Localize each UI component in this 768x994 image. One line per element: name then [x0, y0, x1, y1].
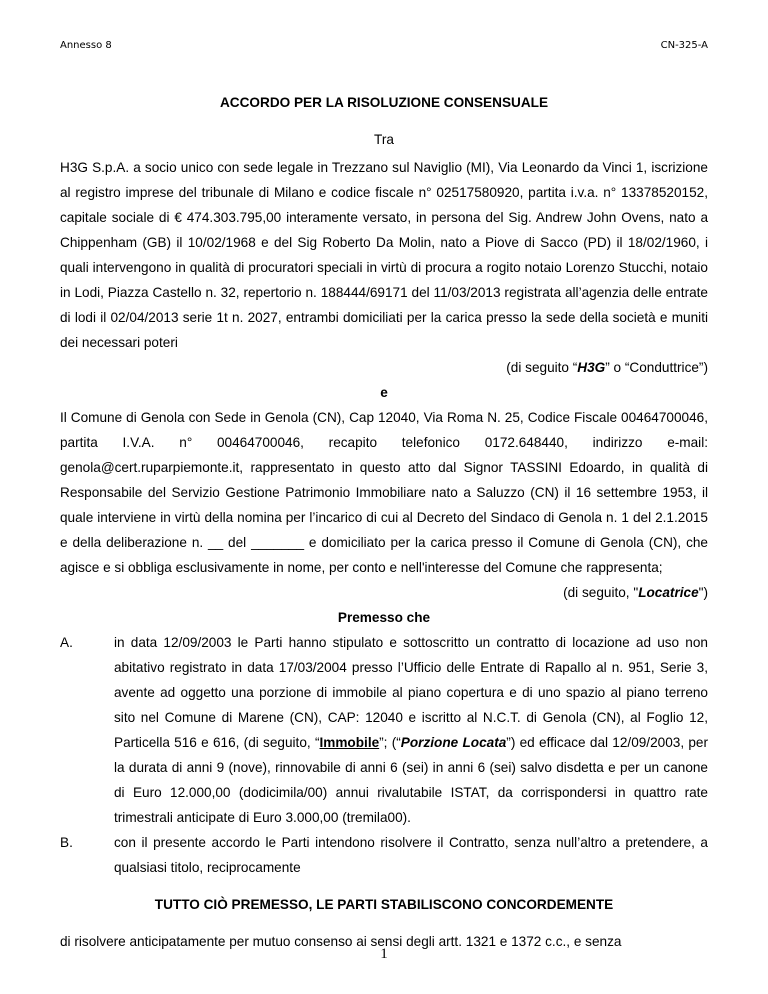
list-item [60, 630, 708, 830]
and-label: e [380, 385, 388, 400]
tra-label: Tra [374, 132, 394, 147]
party2-alias [60, 580, 708, 605]
header-annex: Annesso 8 [60, 40, 112, 51]
party1-paragraph: H3G S.p.A. a socio unico con sede legale in Trezzano sul Naviglio (MI), Via Leonardo da Vinci 1, iscrizione al registro imprese del tribunale di Milano e codice fiscale n° 02517580920, partita i.v.a. n° 13378520152, capitale sociale di € 474.303.795,00 interamente versato, in persona del Sig. Andrew John Ovens, nato a Chippenham (GB) il 10/02/1968 e del Sig Roberto Da Molin, nato a Piove di Sacco (PD) il 18/02/1960, i quali intervengono in qualità di procuratori speciali in virtù di procura a rogito notaio Lorenzo Stucchi, notaio in Lodi, Piazza Castello n. 32, repertorio n. 188444/69171 del 11/03/2013 registrata all’agenzia delle entrate di lodi il 02/04/2013 serie 1t n. 2027, entrambi domiciliati per la carica presso la sede della società e muniti dei necessari poteri [60, 160, 708, 350]
party1-alias-bold: H3G [577, 360, 606, 375]
porzione-term: Porzione Locata [400, 735, 507, 750]
document-title: ACCORDO PER LA RISOLUZIONE CONSENSUALE [219, 95, 549, 110]
item-a-text-mid: ”; (“ [379, 735, 401, 750]
premesso-heading: Premesso che [337, 610, 431, 625]
agreement-heading: TUTTO CIÒ PREMESSO, LE PARTI STABILISCONO CONCORDEMENTE [154, 897, 614, 912]
immobile-term: Immobile [319, 735, 380, 750]
party1-alias-pre: (di seguito “ [506, 360, 578, 375]
party1-alias [60, 355, 708, 380]
item-label: B. [60, 835, 73, 850]
header-code: CN-325-A [660, 40, 708, 51]
party2-alias-bold: Locatrice [638, 585, 699, 600]
item-text [114, 630, 708, 830]
item-label: A. [60, 635, 73, 650]
item-text: con il presente accordo le Parti intendono risolvere il Contratto, senza null’altro a pretendere, a qualsiasi titolo, reciprocamente [114, 835, 708, 875]
party2-paragraph: Il Comune di Genola con Sede in Genola (CN), Cap 12040, Via Roma N. 25, Codice Fiscale 00464700046, partita I.V.A. n° 00464700046, recapito telefonico 0172.648440, indirizzo e-mail: genola@cert.ruparpiemonte.it, rappresentato in questo atto dal Signor TASSINI Edoardo, in qualità di Responsabile del Servizio Gestione Patrimonio Immobiliare nato a Saluzzo (CN) il 16 settembre 1953, il quale interviene in virtù della nomina per l’incarico di cui al Decreto del Sindaco di Genola n. 1 del 2.1.2015 e della deliberazione n. __ del _______ e domiciliato per la carica presso il Comune di Genola (CN), che agisce e si obbliga esclusivamente in nome, per conto e nell'interesse del Comune che rappresenta; [60, 410, 708, 575]
party1-alias-post: ” o “Conduttrice”) [605, 360, 708, 375]
page-number: 1 [380, 946, 388, 962]
closing-paragraph: di risolvere anticipatamente per mutuo consenso ai sensi degli artt. 1321 e 1372 c.c., e senza [60, 934, 622, 949]
document-body [60, 95, 708, 954]
party2-alias-post: ") [698, 585, 708, 600]
item-a-text-pre: in data 12/09/2003 le Parti hanno stipulato e sottoscritto un contratto di locazione ad uso non abitativo registrato in data 17/03/2004 presso l’Ufficio delle Entrate di Rapallo al n. 951, Serie 3, avente ad oggetto una porzione di immobile al piano copertura e di uno spazio al piano terreno sito nel Comune di Marene (CN), CAP: 12040 e iscritto al N.C.T. di Genola (CN), al Foglio 12, Particella 516 e 616, (di seguito, “ [114, 635, 708, 750]
party2-alias-pre: (di seguito, " [563, 585, 639, 600]
list-item [60, 830, 708, 880]
item-a-text-post: ”) ed efficace dal 12/09/2003, per la durata di anni 9 (nove), rinnovabile di anni 6 (sei) in anni 6 (sei) salvo disdetta e per un canone di Euro 12.000,00 (dodicimila/00) annui rivalutabile ISTAT, da corrispondersi in quattro rate trimestrali anticipate di Euro 3.000,00 (tremila00). [114, 735, 709, 825]
